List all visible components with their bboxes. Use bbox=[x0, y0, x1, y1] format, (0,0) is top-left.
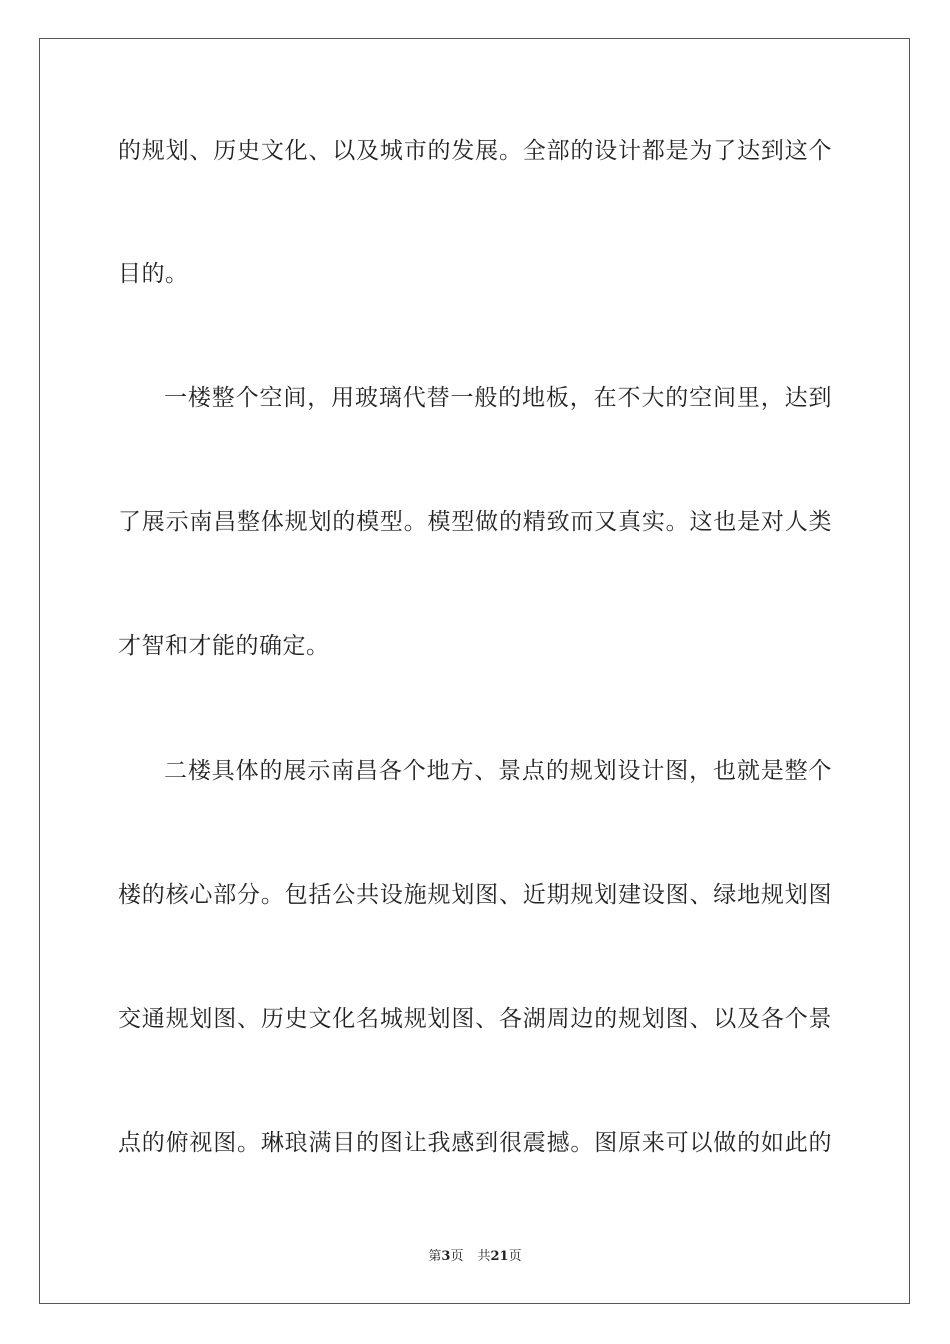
total-suffix: 页 bbox=[508, 1249, 522, 1264]
paragraph-start-line: 一楼整个空间，用玻璃代替一般的地板，在不大的空间里，达到 bbox=[164, 385, 832, 411]
text-line: 的规划、历史文化、以及城市的发展。全部的设计都是为了达到这个 bbox=[118, 138, 832, 164]
text-line: 点的俯视图。琳琅满目的图让我感到很震撼。图原来可以做的如此的 bbox=[118, 1130, 832, 1156]
page-number: 3 bbox=[441, 1249, 451, 1264]
text-line: 才智和才能的确定。 bbox=[118, 633, 330, 659]
page-prefix: 第 bbox=[428, 1249, 442, 1264]
page-border bbox=[39, 38, 910, 1304]
paragraph-start-line: 二楼具体的展示南昌各个地方、景点的规划设计图，也就是整个 bbox=[164, 758, 832, 784]
total-pages: 21 bbox=[490, 1249, 509, 1264]
text-line: 目的。 bbox=[118, 261, 189, 287]
page-footer bbox=[0, 1248, 950, 1266]
total-prefix: 共 bbox=[477, 1249, 491, 1264]
text-line: 了展示南昌整体规划的模型。模型做的精致而又真实。这也是对人类 bbox=[118, 509, 832, 535]
text-line: 楼的核心部分。包括公共设施规划图、近期规划建设图、绿地规划图 bbox=[118, 882, 832, 908]
page-suffix: 页 bbox=[450, 1249, 464, 1264]
text-line: 交通规划图、历史文化名城规划图、各湖周边的规划图、以及各个景 bbox=[118, 1006, 832, 1032]
